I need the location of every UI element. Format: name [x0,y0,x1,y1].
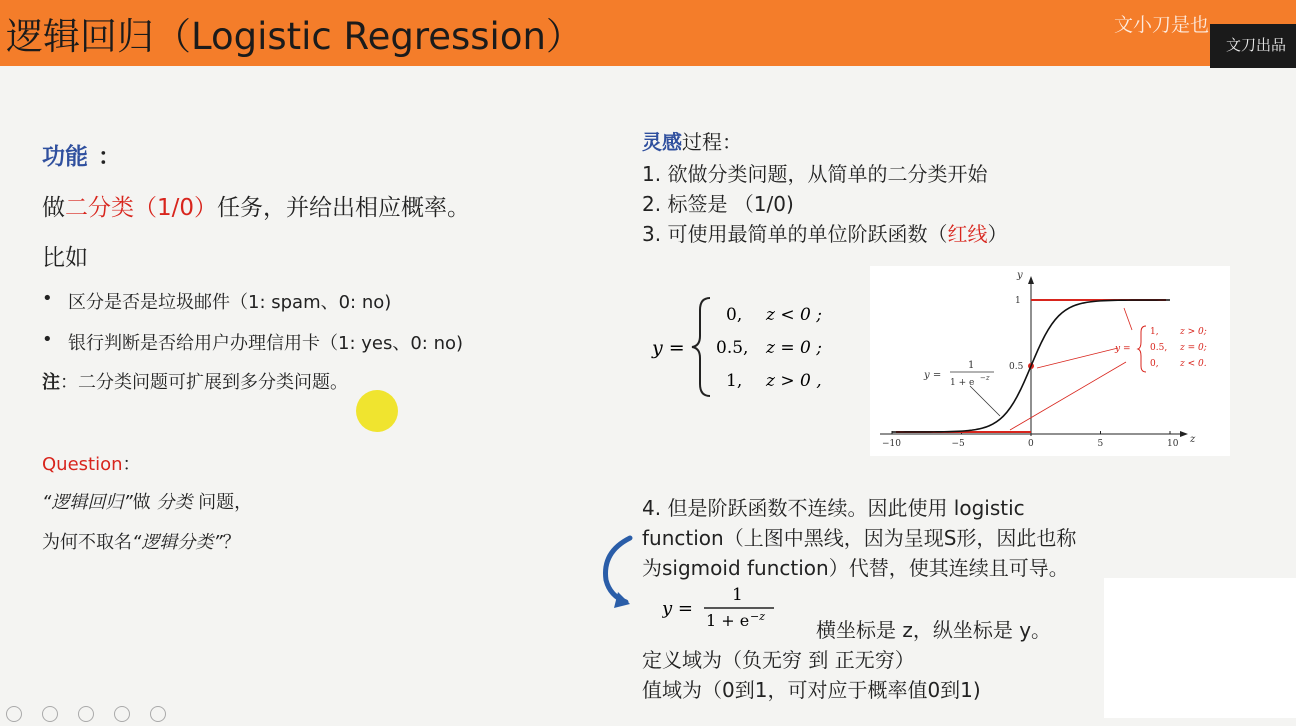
step-annotation-cond: z < 0. [1180,359,1207,369]
function-line [42,189,470,222]
inspiration-label: 灵感 [642,130,682,154]
step-annotation-label: y = [1115,344,1131,354]
slide-title: 逻辑回归（Logistic Regression） [6,15,583,58]
player-toolbar[interactable] [0,706,180,718]
toolbar-btn-5-icon[interactable] [150,706,166,722]
function-colon: ： [98,144,121,170]
step-3-red: 红线 [947,222,988,246]
sigmoid-annotation-exp: −z [980,374,990,382]
step-3-pre: 3. 可使用最简单的单位阶跃函数（ [642,222,948,246]
watermark-sub: 文刀出品 [1226,36,1287,54]
step-3-post: ） [987,222,1008,246]
q2-a: 为何不取名 [42,532,132,553]
step-annotation-val: 1, [1150,327,1159,337]
axes-line: 横坐标是 z，纵坐标是 y。 [816,618,1052,642]
note-text: ：二分类问题可扩展到多分类问题。 [60,372,348,393]
formula-den: 1 + e [706,611,750,630]
question-line-1 [42,488,252,514]
range-line: 值域为（0到1，可对应于概率值0到1) [642,678,981,702]
piecewise-row3-cond: z > 0 , [766,371,822,391]
q1-c: 分类 [156,492,193,513]
piecewise-formula [648,292,848,402]
step-annotation-cond: z > 0; [1180,327,1207,337]
example-label: 比如 [42,245,88,271]
curved-arrow-icon [596,530,640,612]
x-axis-label: z [1190,434,1196,445]
step-4-line-2: function（上图中黑线，因为呈现S形，因此也称 [642,526,1077,550]
piecewise-row1-cond: z < 0 ; [766,305,822,325]
note-line [42,368,348,394]
chart-background [870,266,1230,456]
x-tick-label: −5 [951,439,965,449]
bullet-credit: • 银行判断是否给用户办理信用卡（1: yes、0: no) [68,329,463,355]
function-heading [42,138,121,171]
toolbar-btn-2-icon[interactable] [42,706,58,722]
formula-num: 1 [732,585,743,605]
x-tick-label: 5 [1097,439,1104,449]
q1-d: 问题， [192,492,253,513]
step-annotation-val: 0.5, [1150,343,1168,353]
watermark-name: 文小刀是也 [1114,14,1210,36]
sigmoid-formula [662,582,802,630]
question-heading [42,450,141,476]
sigmoid-annotation-num: 1 [968,360,975,371]
function-label: 功能 [42,144,88,170]
sigmoid-annotation-label: y = [924,370,942,381]
x-tick-label: 10 [1167,439,1179,449]
inspiration-heading [642,126,742,155]
domain-line: 定义域为（负无穷 到 正无穷） [642,648,915,672]
q1-a: “逻辑回归” [42,492,133,513]
q1-b: 做 [132,492,157,513]
sigmoid-step-chart [870,266,1230,456]
toolbar-btn-4-icon[interactable] [114,706,130,722]
piecewise-row1-val: 0, [726,305,743,325]
overlay-white-panel [1104,578,1296,718]
cursor-highlight [356,390,398,432]
y-axis-label: y [1017,270,1023,281]
y-tick-label-1: 1 [1015,296,1021,306]
step-2: 2. 标签是 （1/0) [642,192,794,216]
note-label: 注 [42,372,60,393]
piecewise-row2-cond: z = 0 ; [766,338,822,358]
piecewise-y: y = [652,337,685,359]
question-line-2 [42,528,241,554]
sigmoid-annotation-den: 1 + e [950,378,975,388]
function-pre: 做 [42,195,65,221]
bullet-spam: • 区分是否是垃圾邮件（1: spam、0: no) [68,288,391,314]
question-colon: ： [122,454,141,475]
function-post: 任务，并给出相应概率。 [217,195,471,221]
x-tick-label: 0 [1028,439,1034,449]
toolbar-btn-1-icon[interactable] [6,706,22,722]
q2-b: “逻辑分类” [132,532,223,553]
formula-exp: −z [750,610,766,623]
inspiration-rest: 过程： [682,130,742,154]
step-annotation-cond: z = 0; [1180,343,1207,353]
step-4-line-1: 4. 但是阶跃函数不连续。因此使用 logistic [642,496,1025,520]
piecewise-row3-val: 1, [726,371,743,391]
step-1: 1. 欲做分类问题，从简单的二分类开始 [642,162,988,186]
piecewise-row2-val: 0.5, [716,338,749,358]
toolbar-btn-3-icon[interactable] [78,706,94,722]
step-3 [642,218,1007,247]
piecewise-brace [692,298,710,396]
y-tick-label-half: 0.5 [1009,362,1024,372]
step-4-line-3: 为sigmoid function）代替，使其连续且可导。 [642,556,1069,580]
q2-c: ？ [222,532,241,553]
question-label: Question [42,454,123,475]
x-tick-label: −10 [882,439,901,449]
function-red: 二分类（1/0） [65,195,218,221]
step-annotation-val: 0, [1150,359,1159,369]
formula-lhs: y = [662,598,693,619]
